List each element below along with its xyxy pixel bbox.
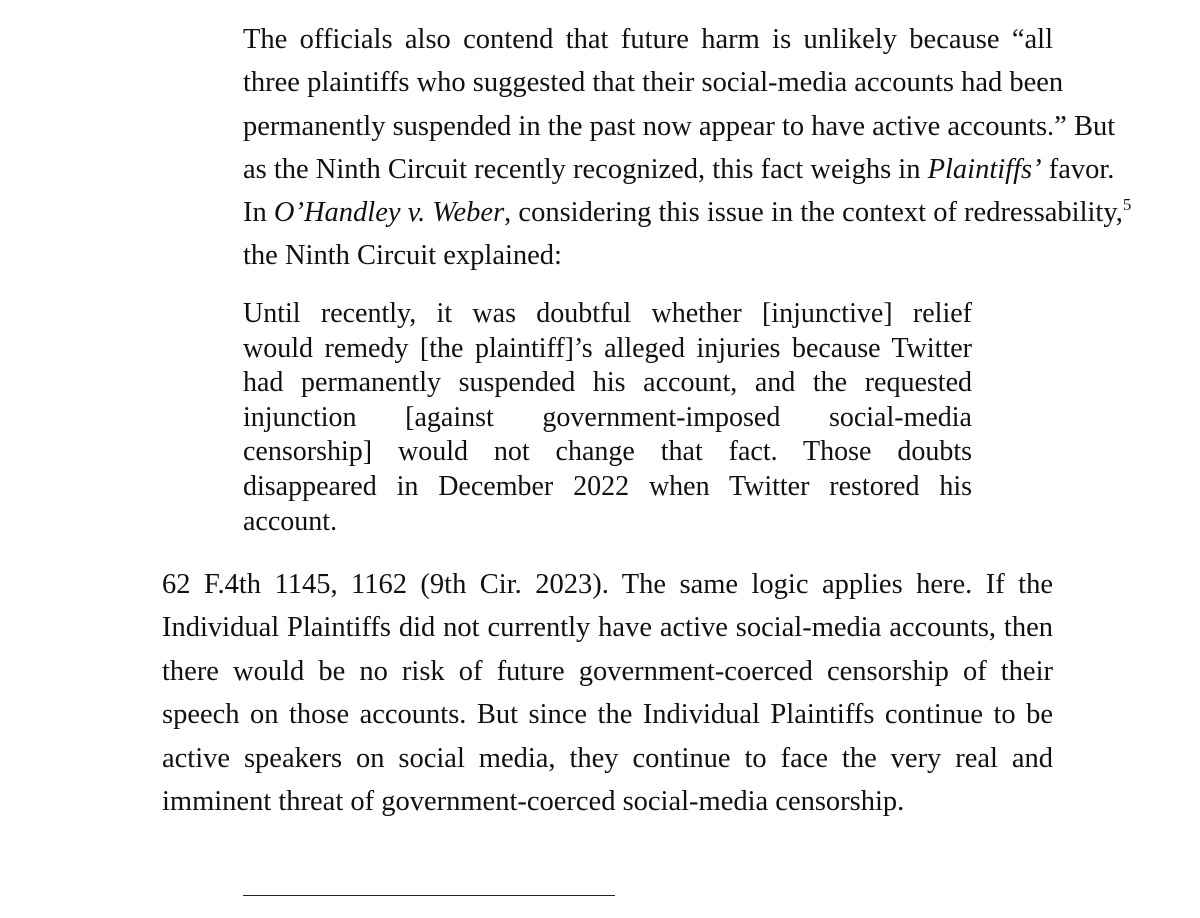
case-name-italic: O’Handley v. Weber: [273, 197, 505, 229]
paragraph-line: speech on those accounts. But since the Individual Plaintiffs continue to be: [162, 699, 1053, 731]
text-run: favor.: [1041, 153, 1115, 185]
block-quote: [243, 297, 972, 539]
quote-line: Until recently, it was doubtful whether [injunctive] relief: [243, 298, 972, 329]
quote-line: account.: [243, 505, 338, 537]
paragraph-line: The officials also contend that future harm is unlikely because “all: [243, 24, 1053, 55]
paragraph-line: 62 F.4th 1145, 1162 (9th Cir. 2023). The same logic applies here. If the: [162, 569, 1053, 600]
text-run: , considering this issue in the context of redressability,: [504, 197, 1123, 229]
paragraph-line: imminent threat of government-coerced social-media censorship.: [162, 786, 905, 818]
text-run: In: [243, 197, 274, 229]
paragraph-line: [162, 191, 1132, 234]
quote-line: injunction [against government-imposed social-media: [243, 401, 972, 433]
paragraph-same-logic: [162, 563, 1053, 823]
quote-line: censorship] would not change that fact. Those doubts: [243, 436, 972, 468]
paragraph-line: permanently suspended in the past now appear to have active accounts.” But: [243, 110, 1116, 142]
paragraph-line: Individual Plaintiffs did not currently have active social-media accounts, then: [162, 612, 1053, 644]
paragraph-line: [162, 148, 1115, 191]
quote-line: disappeared in December 2022 when Twitter restored his: [243, 470, 972, 502]
text-run: as the Ninth Circuit recently recognized, this fact weighs in: [243, 153, 928, 185]
case-party-italic: Plaintiffs’: [927, 153, 1042, 185]
paragraph-line: the Ninth Circuit explained:: [243, 240, 562, 272]
paragraph-officials-contend: [162, 18, 1132, 278]
paragraph-line: there would be no risk of future government-coerced censorship of their: [162, 655, 1053, 687]
quote-line: had permanently suspended his account, and the requested: [243, 367, 972, 399]
paragraph-line: active speakers on social media, they continue to face the very real and: [162, 742, 1053, 774]
footnote-separator-rule: [243, 895, 615, 896]
footnote-marker[interactable]: 5: [1122, 195, 1132, 215]
paragraph-line: three plaintiffs who suggested that their social-media accounts had been: [243, 67, 1064, 99]
quote-line: would remedy [the plaintiff]’s alleged injuries because Twitter: [243, 332, 972, 364]
